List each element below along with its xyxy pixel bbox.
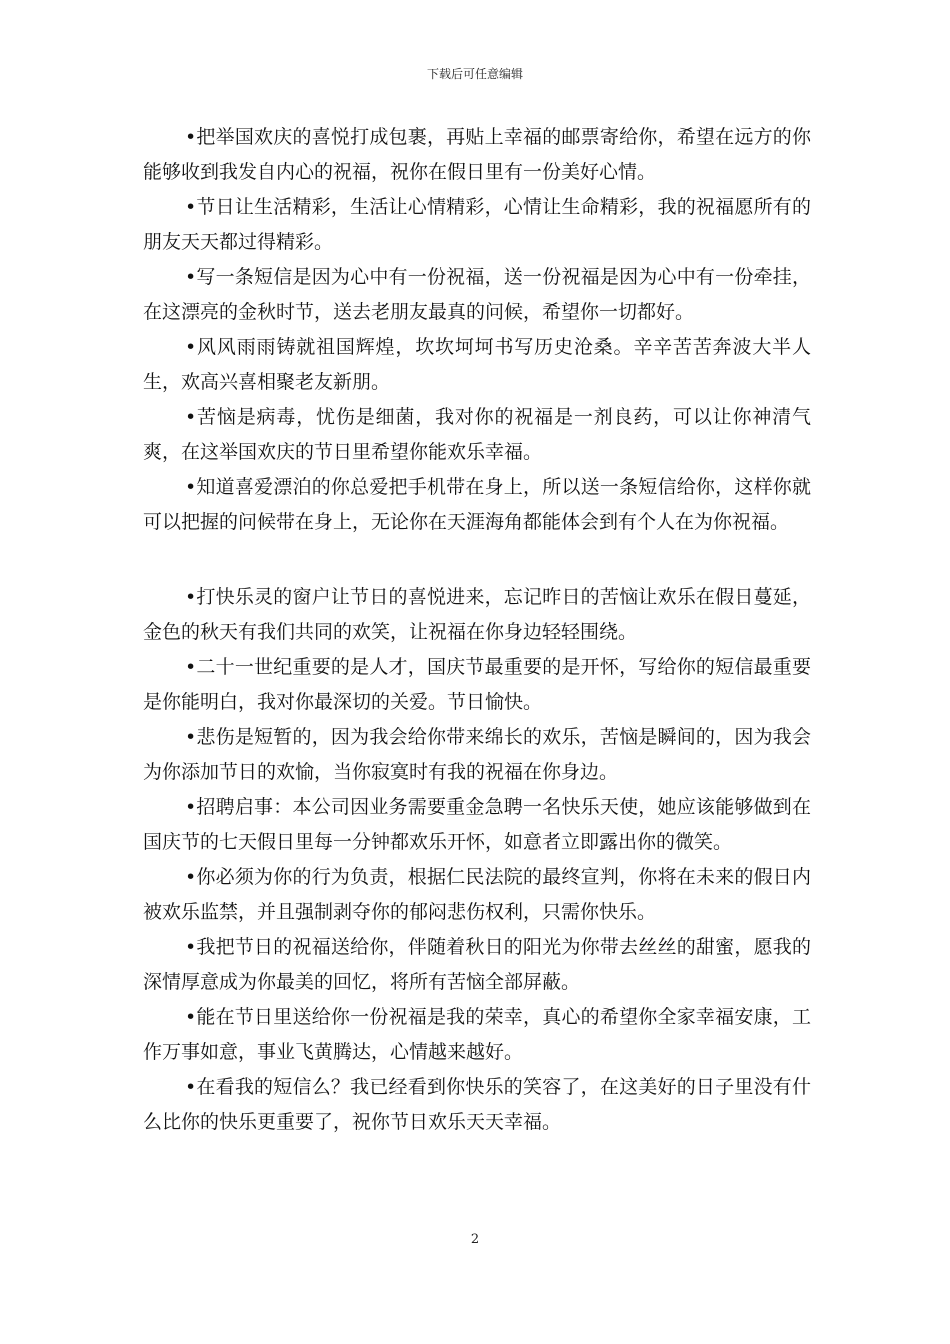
document-body (143, 120, 811, 1140)
paragraph: •风风雨雨铸就祖国辉煌，坎坎坷坷书写历史沧桑。辛辛苦苦奔波大半人生，欢高兴喜相聚老友新朋。 (143, 336, 811, 393)
paragraph: •悲伤是短暂的，因为我会给你带来绵长的欢乐，苦恼是瞬间的，因为我会为你添加节日的欢愉，当你寂寞时有我的祝福在你身边。 (143, 726, 811, 783)
page-header: 下载后可任意编辑 (426, 67, 523, 81)
blank-line (143, 540, 811, 580)
paragraph: •把举国欢庆的喜悦打成包裹，再贴上幸福的邮票寄给你，希望在远方的你能够收到我发自内心的祝福，祝你在假日里有一份美好心情。 (143, 126, 811, 183)
page-number: 2 (470, 1232, 480, 1247)
paragraph: •在看我的短信么？我已经看到你快乐的笑容了，在这美好的日子里没有什么比你的快乐更重要了，祝你节日欢乐天天幸福。 (143, 1076, 811, 1133)
paragraph: •你必须为你的行为负责，根据仁民法院的最终宣判，你将在未来的假日内被欢乐监禁，并且强制剥夺你的郁闷悲伤权利，只需你快乐。 (143, 866, 811, 923)
paragraph: •知道喜爱漂泊的你总爱把手机带在身上，所以送一条短信给你，这样你就可以把握的问候带在身上，无论你在天涯海角都能体会到有个人在为你祝福。 (143, 476, 811, 533)
paragraph: •节日让生活精彩，生活让心情精彩，心情让生命精彩，我的祝福愿所有的朋友天天都过得精彩。 (143, 196, 811, 253)
paragraph: •我把节日的祝福送给你，伴随着秋日的阳光为你带去丝丝的甜蜜，愿我的深情厚意成为你最美的回忆，将所有苦恼全部屏蔽。 (143, 936, 811, 993)
paragraph: •苦恼是病毒，忧伤是细菌，我对你的祝福是一剂良药，可以让你神清气爽，在这举国欢庆的节日里希望你能欢乐幸福。 (143, 406, 811, 463)
paragraph: •招聘启事：本公司因业务需要重金急聘一名快乐天使，她应该能够做到在国庆节的七天假日里每一分钟都欢乐开怀，如意者立即露出你的微笑。 (143, 796, 811, 853)
paragraph: •二十一世纪重要的是人才，国庆节最重要的是开怀，写给你的短信最重要是你能明白，我对你最深切的关爱。节日愉快。 (143, 656, 811, 713)
paragraph: •打快乐灵的窗户让节日的喜悦进来，忘记昨日的苦恼让欢乐在假日蔓延，金色的秋天有我们共同的欢笑，让祝福在你身边轻轻围绕。 (143, 586, 811, 643)
paragraph: •能在节日里送给你一份祝福是我的荣幸，真心的希望你全家幸福安康，工作万事如意，事业飞黄腾达，心情越来越好。 (143, 1006, 811, 1063)
paragraph: •写一条短信是因为心中有一份祝福，送一份祝福是因为心中有一份牵挂，在这漂亮的金秋时节，送去老朋友最真的问候，希望你一切都好。 (143, 266, 811, 323)
